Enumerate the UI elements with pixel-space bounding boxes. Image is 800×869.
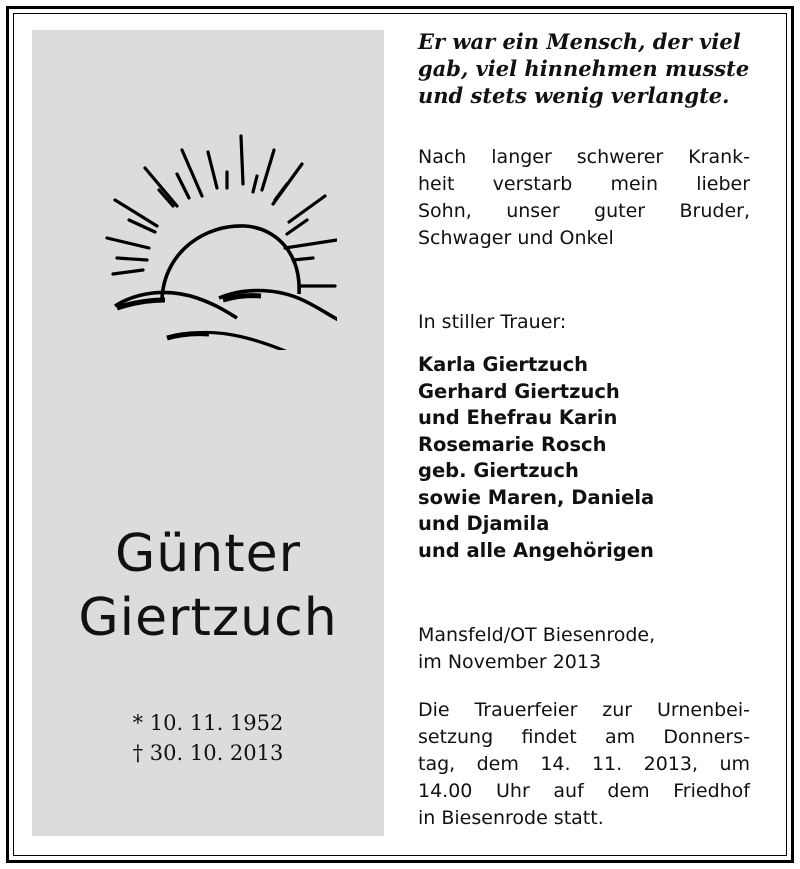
mourning-heading: In stiller Trauer:	[418, 311, 567, 333]
funeral-info-line: 14.00 Uhr auf dem Friedhof	[418, 780, 750, 802]
mourners-list	[418, 352, 750, 564]
setting-sun-icon	[77, 130, 337, 350]
mourner-name: Rosemarie Rosch	[418, 432, 607, 456]
funeral-info-line: Die Trauerfeier zur Urnenbei-	[418, 699, 750, 721]
life-dates	[32, 708, 384, 768]
announcement-line: Schwager und Onkel	[418, 227, 614, 249]
place-and-date	[418, 622, 750, 676]
mourner-name: sowie Maren, Daniela	[418, 485, 655, 509]
funeral-info-line: setzung findet am Donners-	[418, 726, 750, 748]
announcement-line: heit verstarb mein lieber	[418, 173, 750, 195]
announcement-line: Sohn, unser guter Bruder,	[418, 200, 750, 222]
announcement-line: Nach langer schwerer Krank-	[418, 146, 750, 168]
deceased-last-name: Giertzuch	[78, 588, 338, 648]
motto-line: Er war ein Mensch, der viel	[418, 29, 741, 54]
motto-quote	[418, 28, 758, 109]
funeral-info-line: tag, dem 14. 11. 2013, um	[418, 753, 750, 775]
funeral-info	[418, 697, 750, 832]
mourner-name: und Djamila	[418, 512, 550, 535]
motto-line: und stets wenig verlangte.	[418, 83, 730, 108]
death-date: † 30. 10. 2013	[132, 741, 284, 765]
death-announcement	[418, 144, 750, 252]
motto-line: gab, viel hinnehmen musste	[418, 56, 750, 81]
date-line: im November 2013	[418, 651, 602, 673]
mourner-name: Karla Giertzuch	[418, 353, 589, 376]
mourner-name: geb. Giertzuch	[418, 459, 579, 482]
place-line: Mansfeld/OT Biesenrode,	[418, 624, 656, 646]
birth-date: * 10. 11. 1952	[132, 711, 284, 735]
mourner-name: und Ehefrau Karin	[418, 406, 618, 429]
left-panel	[32, 30, 384, 836]
mourner-name: und alle Angehörigen	[418, 538, 654, 562]
deceased-first-name: Günter	[115, 524, 301, 584]
funeral-info-line: in Biesenrode statt.	[418, 807, 604, 829]
mourner-name: Gerhard Giertzuch	[418, 379, 620, 403]
